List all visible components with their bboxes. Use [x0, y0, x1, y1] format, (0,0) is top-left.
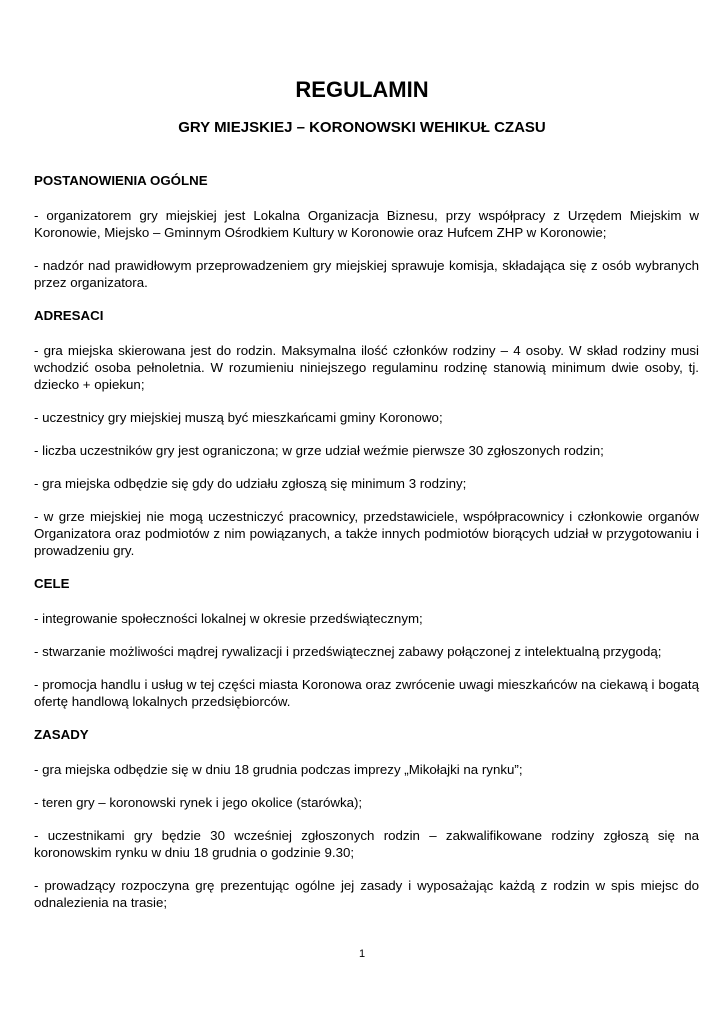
paragraph: - gra miejska odbędzie się gdy do udziału zgłoszą się minimum 3 rodziny;: [34, 476, 467, 491]
paragraph: - uczestnicy gry miejskiej muszą być mieszkańcami gminy Koronowo;: [34, 410, 443, 425]
paragraph: - stwarzanie możliwości mądrej rywalizacji i przedświątecznej zabawy połączonej z intelektualną przygodą;: [34, 644, 662, 659]
section-heading-cele: CELE: [34, 576, 70, 591]
document-title: REGULAMIN: [295, 77, 429, 102]
section-heading-adresaci: ADRESACI: [34, 308, 104, 323]
paragraph: - integrowanie społeczności lokalnej w okresie przedświątecznym;: [34, 611, 423, 626]
section-heading-zasady: ZASADY: [34, 727, 89, 742]
section-heading-postanowienia: POSTANOWIENIA OGÓLNE: [34, 173, 208, 188]
paragraph: - gra miejska odbędzie się w dniu 18 grudnia podczas imprezy „Mikołajki na rynku”;: [34, 762, 523, 777]
paragraph: - promocja handlu i usług w tej części miasta Koronowa oraz zwrócenie uwagi mieszkańców na ciekawą i bogatą ofertę handlową lokalnych przedsiębiorców.: [34, 677, 699, 709]
paragraph: - gra miejska skierowana jest do rodzin. Maksymalna ilość członków rodziny – 4 osoby. W skład rodziny musi wchodzić osoba pełnoletnia. W rozumieniu niniejszego regulaminu rodzinę stanowią minimum dwie osoby, tj. dziecko + opiekun;: [34, 343, 699, 392]
paragraph: - w grze miejskiej nie mogą uczestniczyć pracownicy, przedstawiciele, współpracownicy i członkowie organów Organizatora oraz podmiotów z nim powiązanych, a także innych podmiotów biorących udział w przygotowaniu i prowadzeniu gry.: [34, 509, 699, 558]
paragraph: - organizatorem gry miejskiej jest Lokalna Organizacja Biznesu, przy współpracy z Urzędem Miejskim w Koronowie, Miejsko – Gminnym Ośrodkiem Kultury w Koronowie oraz Hufcem ZHP w Koronowie;: [34, 208, 699, 240]
paragraph: - prowadzący rozpoczyna grę prezentując ogólne jej zasady i wyposażając każdą z rodzin w spis miejsc do odnalezienia na trasie;: [34, 878, 699, 910]
page-number: 1: [358, 948, 366, 960]
paragraph: - teren gry – koronowski rynek i jego okolice (starówka);: [34, 795, 363, 810]
paragraph: - nadzór nad prawidłowym przeprowadzeniem gry miejskiej sprawuje komisja, składająca się z osób wybranych przez organizatora.: [34, 258, 699, 290]
paragraph: - liczba uczestników gry jest ograniczona; w grze udział weźmie pierwsze 30 zgłoszonych rodzin;: [34, 443, 604, 458]
paragraph: - uczestnikami gry będzie 30 wcześniej zgłoszonych rodzin – zakwalifikowane rodziny zgłoszą się na koronowskim rynku w dniu 18 grudnia o godzinie 9.30;: [34, 828, 699, 860]
document-body: [34, 172, 699, 927]
document-subtitle: GRY MIEJSKIEJ – KORONOWSKI WEHIKUŁ CZASU: [178, 119, 546, 136]
